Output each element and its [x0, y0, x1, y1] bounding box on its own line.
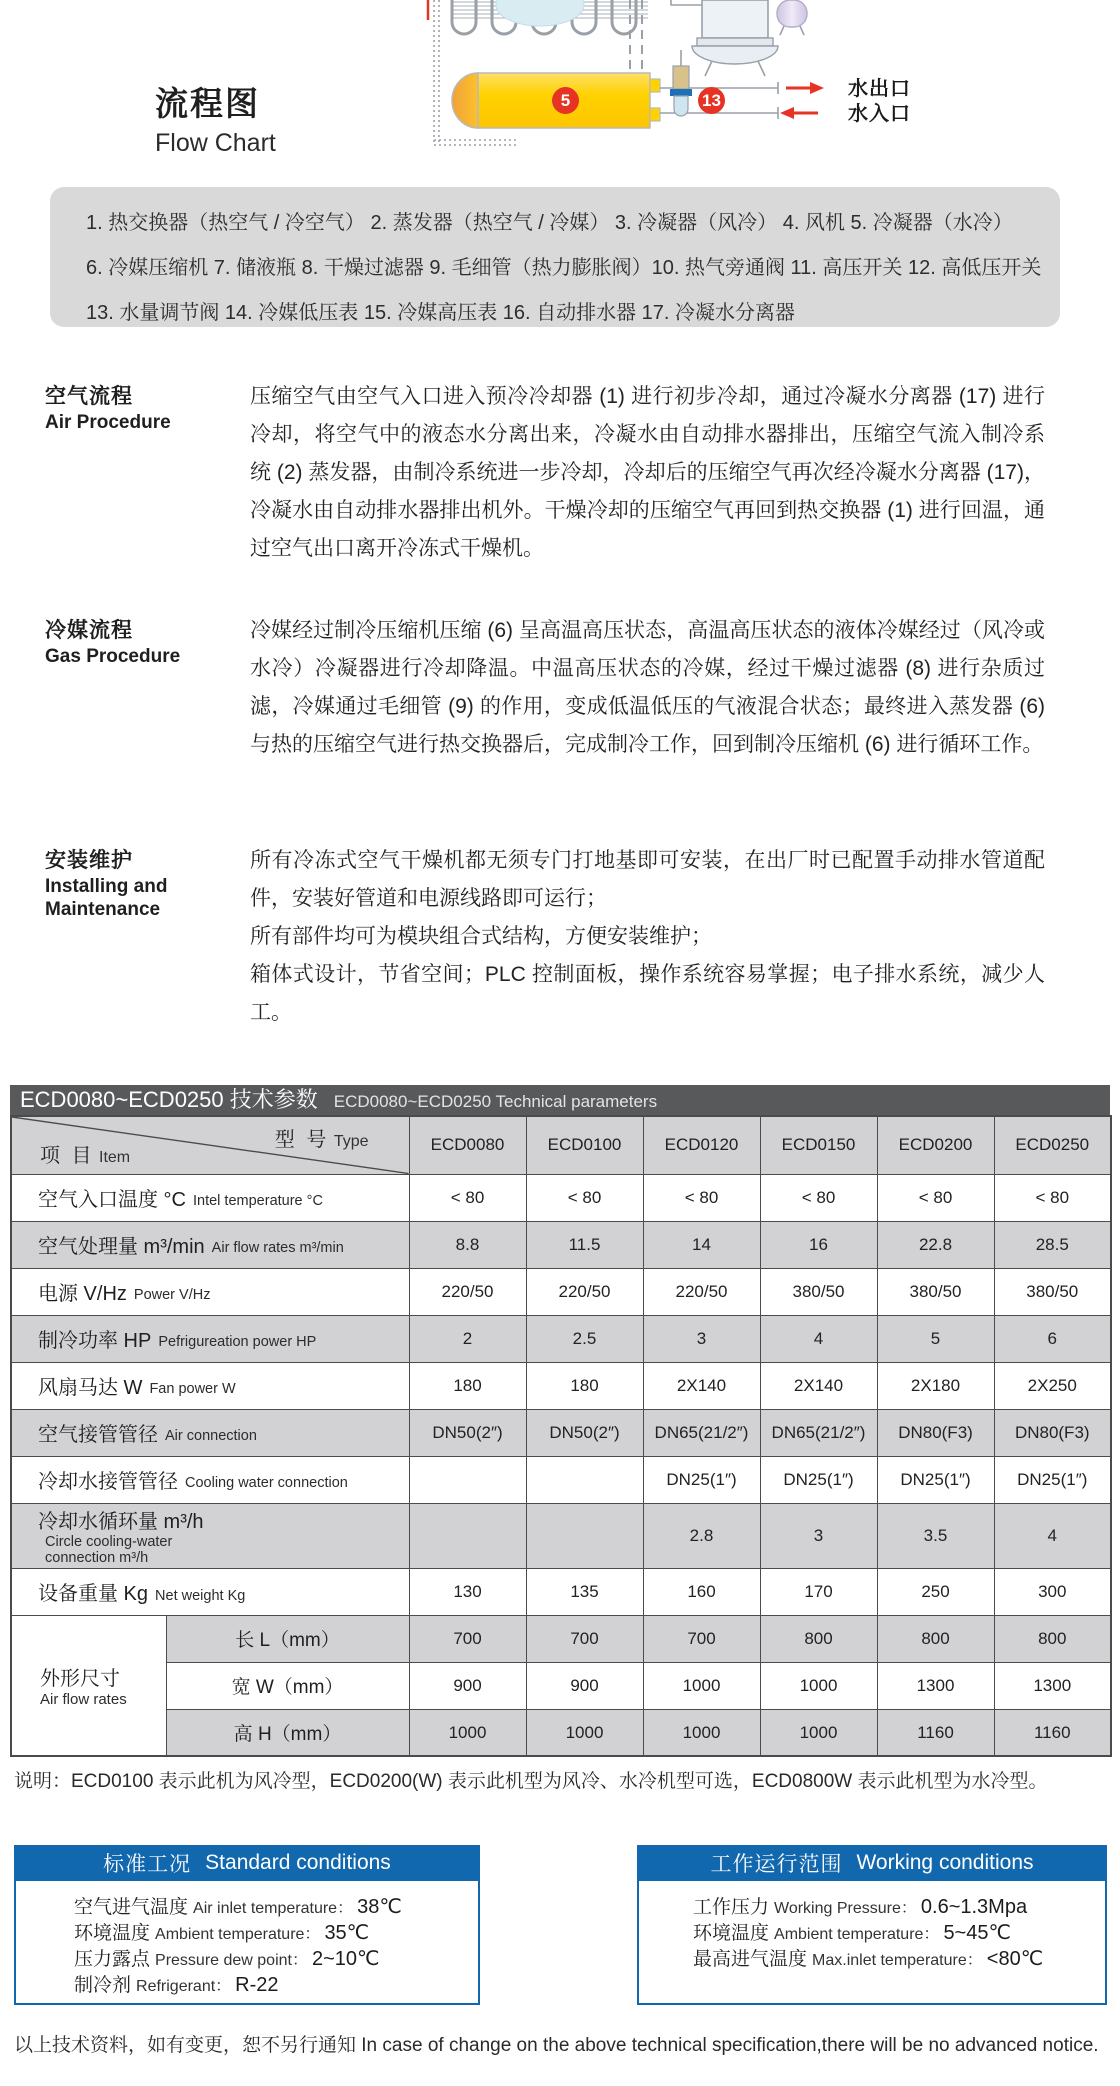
- value-cell: [409, 1503, 526, 1568]
- section-label-cn: 空气流程: [45, 385, 133, 408]
- row-label-cell: 空气入口温度 °C Intel temperature °C: [11, 1174, 409, 1221]
- table-row: [11, 1503, 1111, 1568]
- value-cell: 180: [526, 1362, 643, 1409]
- section-installing-maintenance: [45, 842, 1050, 1042]
- value-cell: DN80(F3): [877, 1409, 994, 1456]
- value-cell: 1160: [877, 1709, 994, 1756]
- table-row: [11, 1709, 1111, 1756]
- corner-item-label: 项 目 Item: [40, 1144, 131, 1167]
- row-label-cell: 空气处理量 m³/min Air flow rates m³/min: [11, 1221, 409, 1268]
- value-cell: 700: [409, 1615, 526, 1662]
- body-paragraph: 箱体式设计，节省空间；PLC 控制面板，操作系统容易掌握；电子排水系统，减少人工。: [250, 963, 1045, 1024]
- legend-line: 1. 热交换器（热空气 / 冷空气） 2. 蒸发器（热空气 / 冷媒） 3. 冷凝器（风冷） 4. 风机 5. 冷凝器（水冷）: [86, 212, 1013, 234]
- box-body: [637, 1881, 1107, 2005]
- table-row: [11, 1409, 1111, 1456]
- value-cell: 3: [760, 1503, 877, 1568]
- value-cell: 2.8: [643, 1503, 760, 1568]
- box-title-cn: 工作运行范围: [710, 1853, 843, 1876]
- value-cell: 5: [877, 1315, 994, 1362]
- body-paragraph: 压缩空气由空气入口进入预冷冷却器 (1) 进行初步冷却，通过冷凝水分离器 (17) 进行冷却，将空气中的液态水分离出来，冷凝水由自动排水器排出，压缩空气流入制冷系统 (2) 蒸发器，由制冷系统进一步冷却，冷却后的压缩空气再次经冷凝水分离器 (17)，冷凝水由自动排水器排出机外。干燥冷却的压缩空气再回到热交换器 (1) 进行回温，通过空气出口离开冷冻式干燥机。: [250, 385, 1045, 560]
- value-cell: 380/50: [877, 1268, 994, 1315]
- body-paragraph: 所有冷冻式空气干燥机都无须专门打地基即可安装，在出厂时已配置手动排水管道配件，安装好管道和电源线路即可运行；: [250, 849, 1045, 910]
- value-cell: 2.5: [526, 1315, 643, 1362]
- model-header-cell: ECD0100: [526, 1116, 643, 1174]
- page-title-en: Flow Chart: [155, 129, 276, 157]
- value-cell: 16: [760, 1221, 877, 1268]
- condition-line: 空气进气温度 Air inlet temperature： 38℃: [74, 1896, 402, 1918]
- box-title-en: Working conditions: [856, 1851, 1034, 1874]
- value-cell: < 80: [877, 1174, 994, 1221]
- section-body: [250, 378, 1045, 568]
- component-legend: [50, 187, 1060, 327]
- row-label-cell: 电源 V/Hz Power V/Hz: [11, 1268, 409, 1315]
- condition-line: 制冷剂 Refrigerant： R-22: [74, 1974, 279, 1996]
- value-cell: 1000: [526, 1709, 643, 1756]
- section-body: [250, 612, 1045, 764]
- water-inlet-label: 水入口: [848, 103, 911, 125]
- value-cell: 28.5: [994, 1221, 1111, 1268]
- model-header-cell: ECD0250: [994, 1116, 1111, 1174]
- row-label-cell: 设备重量 Kg Net weight Kg: [11, 1568, 409, 1615]
- value-cell: 160: [643, 1568, 760, 1615]
- box-title-cn: 标准工况: [103, 1853, 192, 1876]
- working-conditions-box: [637, 1845, 1107, 2005]
- box-header: [637, 1845, 1107, 1881]
- value-cell: 1000: [409, 1709, 526, 1756]
- value-cell: DN80(F3): [994, 1409, 1111, 1456]
- row-label-cell: 空气接管管径 Air connection: [11, 1409, 409, 1456]
- value-cell: 300: [994, 1568, 1111, 1615]
- value-cell: 180: [409, 1362, 526, 1409]
- model-header-cell: ECD0080: [409, 1116, 526, 1174]
- value-cell: 800: [877, 1615, 994, 1662]
- table-title-cn: ECD0080~ECD0250 技术参数: [20, 1087, 318, 1112]
- value-cell: 1300: [877, 1662, 994, 1709]
- section-label-cn: 安装维护: [45, 849, 133, 872]
- page-title-cn: 流程图: [155, 85, 260, 122]
- value-cell: DN25(1″): [877, 1456, 994, 1503]
- table-row: [11, 1315, 1111, 1362]
- value-cell: 800: [994, 1615, 1111, 1662]
- value-cell: 220/50: [526, 1268, 643, 1315]
- model-naming-note: 说明：ECD0100 表示此机为风冷型，ECD0200(W) 表示此机型为风冷、水冷机型可选，ECD0800W 表示此机型为水冷型。: [14, 1771, 1048, 1792]
- value-cell: DN50(2″): [409, 1409, 526, 1456]
- table-row: [11, 1174, 1111, 1221]
- standard-conditions-box: [14, 1845, 480, 2005]
- value-cell: 2X140: [760, 1362, 877, 1409]
- value-cell: 22.8: [877, 1221, 994, 1268]
- water-regulating-valve: [670, 50, 692, 116]
- section-gas-procedure: [45, 612, 1050, 807]
- value-cell: 1160: [994, 1709, 1111, 1756]
- condition-line: 工作压力 Working Pressure： 0.6~1.3Mpa: [693, 1896, 1028, 1918]
- table-row: [11, 1662, 1111, 1709]
- value-cell: 2X250: [994, 1362, 1111, 1409]
- corner-type-label: 型 号 Type: [274, 1129, 369, 1151]
- table-row: [11, 1615, 1111, 1662]
- value-cell: < 80: [643, 1174, 760, 1221]
- value-cell: DN65(21/2″): [760, 1409, 877, 1456]
- condenser-number-badge: 5: [552, 87, 579, 114]
- value-cell: 6: [994, 1315, 1111, 1362]
- value-cell: 2X140: [643, 1362, 760, 1409]
- legend-line: 13. 水量调节阀 14. 冷媒低压表 15. 冷媒高压表 16. 自动排水器 17. 冷凝水分离器: [86, 302, 796, 324]
- section-label-cn: 冷媒流程: [45, 619, 133, 642]
- model-header-cell: ECD0150: [760, 1116, 877, 1174]
- dimension-row-label: 长 L（mm）: [166, 1615, 409, 1662]
- condition-line: 压力露点 Pressure dew point： 2~10℃: [74, 1948, 380, 1970]
- value-cell: DN25(1″): [760, 1456, 877, 1503]
- value-cell: 4: [994, 1503, 1111, 1568]
- table-title-bar: [10, 1085, 1110, 1115]
- dimension-row-label: 高 H（mm）: [166, 1709, 409, 1756]
- value-cell: 900: [526, 1662, 643, 1709]
- value-cell: 135: [526, 1568, 643, 1615]
- value-cell: 3: [643, 1315, 760, 1362]
- table-row: [11, 1221, 1111, 1268]
- section-label: [45, 614, 235, 669]
- dimensions-group-cell: 外形尺寸 Air flow rates: [11, 1615, 166, 1756]
- value-cell: 220/50: [409, 1268, 526, 1315]
- table-row: [11, 1268, 1111, 1315]
- value-cell: [526, 1503, 643, 1568]
- table-row: [11, 1568, 1111, 1615]
- row-label-cell: 制冷功率 HP Pefrigureation power HP: [11, 1315, 409, 1362]
- table-row: [11, 1456, 1111, 1503]
- section-label-en: Gas Procedure: [45, 646, 181, 667]
- value-cell: 220/50: [643, 1268, 760, 1315]
- value-cell: 170: [760, 1568, 877, 1615]
- condition-line: 环境温度 Ambient temperature： 35℃: [74, 1922, 370, 1944]
- section-label: [45, 380, 235, 435]
- section-label-en: Installing and Maintenance: [45, 876, 168, 920]
- value-cell: 800: [760, 1615, 877, 1662]
- section-label: [45, 844, 235, 922]
- valve-number-badge: 13: [698, 87, 725, 114]
- value-cell: 2: [409, 1315, 526, 1362]
- value-cell: 700: [526, 1615, 643, 1662]
- value-cell: 380/50: [760, 1268, 877, 1315]
- value-cell: < 80: [526, 1174, 643, 1221]
- legend-line: 6. 冷媒压缩机 7. 储液瓶 8. 干燥过滤器 9. 毛细管（热力膨胀阀）10. 热气旁通阀 11. 高压开关 12. 高低压开关: [86, 257, 1042, 279]
- table-row: [11, 1362, 1111, 1409]
- value-cell: 4: [760, 1315, 877, 1362]
- value-cell: DN50(2″): [526, 1409, 643, 1456]
- value-cell: 14: [643, 1221, 760, 1268]
- page-title: [155, 78, 276, 158]
- value-cell: DN65(21/2″): [643, 1409, 760, 1456]
- value-cell: < 80: [994, 1174, 1111, 1221]
- box-title-en: Standard conditions: [205, 1851, 391, 1874]
- row-label-cell: 冷却水接管管径 Cooling water connection: [11, 1456, 409, 1503]
- value-cell: 900: [409, 1662, 526, 1709]
- value-cell: 1000: [643, 1662, 760, 1709]
- disclaimer-text: 以上技术资料，如有变更，恕不另行通知 In case of change on the above technical specification,there will be no advanced notice.: [14, 2035, 1099, 2056]
- value-cell: 2X180: [877, 1362, 994, 1409]
- row-label-cell: 冷却水循环量 m³/hCircle cooling-water connection m³/h: [11, 1503, 409, 1568]
- body-paragraph: 冷媒经过制冷压缩机压缩 (6) 呈高温高压状态，高温高压状态的液体冷媒经过（风冷或水冷）冷凝器进行冷却降温。中温高压状态的冷媒，经过干燥过滤器 (8) 进行杂质过滤，冷媒通过毛细管 (9) 的作用，变成低温低压的气液混合状态；最终进入蒸发器 (6) 与热的压缩空气进行热交换器后，完成制冷工作，回到制冷压缩机 (6) 进行循环工作。: [250, 619, 1045, 756]
- value-cell: 1000: [643, 1709, 760, 1756]
- value-cell: 1300: [994, 1662, 1111, 1709]
- technical-parameters: [10, 1085, 1110, 1757]
- box-header: [14, 1845, 480, 1881]
- water-outlet-label: 水出口: [848, 78, 911, 100]
- value-cell: DN25(1″): [994, 1456, 1111, 1503]
- row-label-cell: 风扇马达 W Fan power W: [11, 1362, 409, 1409]
- condition-line: 环境温度 Ambient temperature： 5~45℃: [693, 1922, 1011, 1944]
- value-cell: 3.5: [877, 1503, 994, 1568]
- table-title-en: ECD0080~ECD0250 Technical parameters: [333, 1092, 658, 1111]
- value-cell: 1000: [760, 1662, 877, 1709]
- value-cell: [409, 1456, 526, 1503]
- heat-exchanger-coil: [452, 0, 648, 34]
- value-cell: 11.5: [526, 1221, 643, 1268]
- water-outlet-arrow: [786, 82, 824, 94]
- parameters-table: [10, 1115, 1112, 1757]
- value-cell: 250: [877, 1568, 994, 1615]
- section-air-procedure: [45, 378, 1050, 606]
- model-header-cell: ECD0120: [643, 1116, 760, 1174]
- value-cell: [526, 1456, 643, 1503]
- dimension-row-label: 宽 W（mm）: [166, 1662, 409, 1709]
- section-body: [250, 842, 1045, 1032]
- section-label-en: Air Procedure: [45, 412, 171, 433]
- body-paragraph: 所有部件均可为模块组合式结构，方便安装维护；: [250, 925, 712, 948]
- model-header-cell: ECD0200: [877, 1116, 994, 1174]
- value-cell: 1000: [760, 1709, 877, 1756]
- value-cell: < 80: [409, 1174, 526, 1221]
- value-cell: 8.8: [409, 1221, 526, 1268]
- value-cell: 380/50: [994, 1268, 1111, 1315]
- value-cell: 700: [643, 1615, 760, 1662]
- table-corner-cell: [11, 1116, 409, 1174]
- water-inlet-arrow: [780, 107, 818, 119]
- value-cell: < 80: [760, 1174, 877, 1221]
- value-cell: 130: [409, 1568, 526, 1615]
- condition-line: 最高进气温度 Max.inlet temperature： <80℃: [693, 1948, 1044, 1970]
- receiver-vessel: [671, 0, 778, 76]
- box-body: [14, 1881, 480, 2005]
- table-header-row: [11, 1116, 1111, 1174]
- liquid-receiver-tank: [777, 0, 807, 35]
- value-cell: DN25(1″): [643, 1456, 760, 1503]
